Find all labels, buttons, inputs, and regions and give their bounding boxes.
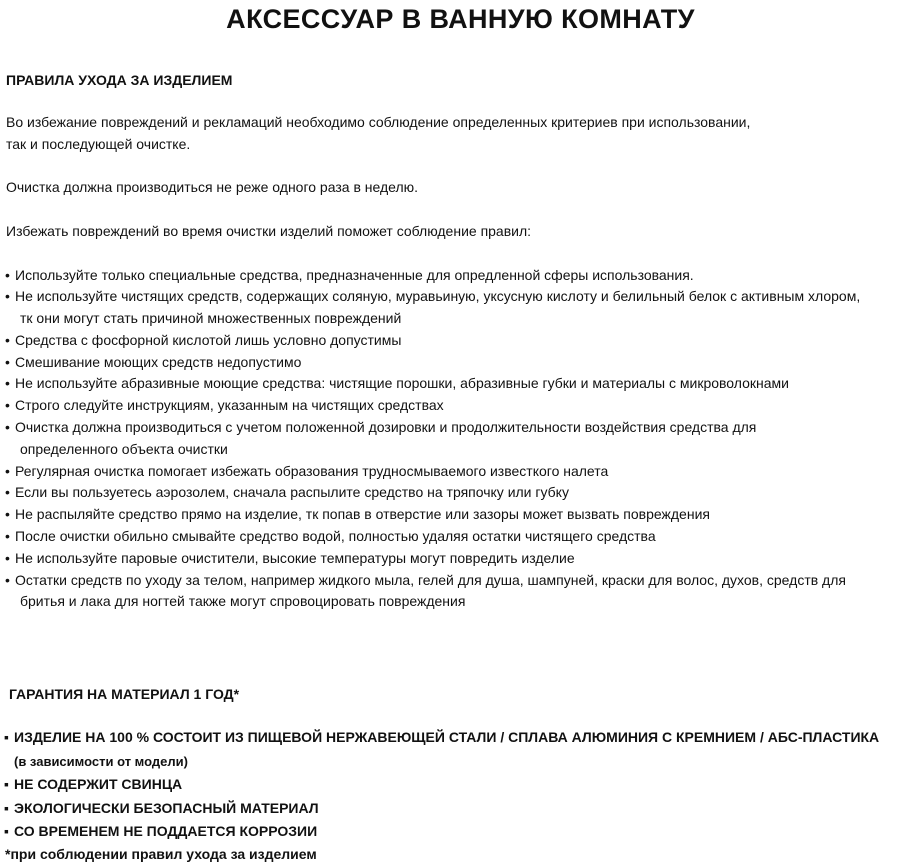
rule-item: • Используйте только специальные средства, предназначенные для опредленной сферы использования. bbox=[6, 265, 860, 287]
rule-item: • Если вы пользуетесь аэрозолем, сначала распылите средство на тряпочку или губку bbox=[6, 482, 860, 504]
care-rules-list bbox=[6, 265, 860, 614]
rule-item: • Строго следуйте инструкциям, указанным на чистящих средствах bbox=[6, 395, 860, 417]
feature-note: (в зависимости от модели) bbox=[14, 753, 188, 769]
feature-item: ▪ ЭКОЛОГИЧЕСКИ БЕЗОПАСНЫЙ МАТЕРИАЛ bbox=[5, 797, 879, 821]
rules-intro-text: Избежать повреждений во время очистки изделий поможет соблюдение правил: bbox=[6, 223, 532, 239]
feature-item: ▪ НЕ СОДЕРЖИТ СВИНЦА bbox=[5, 773, 879, 797]
page-title: АКСЕССУАР В ВАННУЮ КОМНАТУ bbox=[226, 4, 695, 34]
warranty-footnote: *при соблюдении правил ухода за изделием bbox=[5, 846, 317, 862]
rule-item: • Средства с фосфорной кислотой лишь условно допустимы bbox=[6, 330, 860, 352]
rule-item: • Остатки средств по уходу за телом, например жидкого мыла, гелей для душа, шампуней, краски для волос, духов, средств для бритья и лака для ногтей также могут спровоцировать повреждения bbox=[6, 570, 860, 614]
care-rules-heading: ПРАВИЛА УХОДА ЗА ИЗДЕЛИЕМ bbox=[6, 72, 233, 88]
rule-item: • После очистки обильно смывайте средство водой, полностью удаляя остатки чистящего средства bbox=[6, 526, 860, 548]
rule-item: • Не используйте паровые очистители, высокие температуры могут повредить изделие bbox=[6, 548, 860, 570]
cleaning-frequency-text: Очистка должна производиться не реже одного раза в неделю. bbox=[6, 179, 419, 195]
warranty-heading: ГАРАНТИЯ НА МАТЕРИАЛ 1 ГОД* bbox=[9, 686, 240, 702]
warranty-features-list bbox=[5, 726, 879, 844]
rule-item: • Не распыляйте средство прямо на изделие, тк попав в отверстие или зазоры может вызвать повреждения bbox=[6, 504, 860, 526]
feature-item: ▪ ИЗДЕЛИЕ НА 100 % СОСТОИТ ИЗ ПИЩЕВОЙ НЕРЖАВЕЮЩЕЙ СТАЛИ / СПЛАВА АЛЮМИНИЯ С КРЕМНИЕМ / АБС-ПЛАСТИКА (в зависимости от модели) bbox=[5, 726, 879, 773]
feature-item: ▪ СО ВРЕМЕНЕМ НЕ ПОДДАЕТСЯ КОРРОЗИИ bbox=[5, 820, 879, 844]
rule-item: • Не используйте абразивные моющие средства: чистящие порошки, абразивные губки и материалы с микроволокнами bbox=[6, 373, 860, 395]
intro-line: так и последующей очистке. bbox=[6, 135, 191, 152]
intro-line: Во избежание повреждений и рекламаций необходимо соблюдение определенных критериев при использовании, bbox=[6, 114, 751, 130]
rule-item: • Смешивание моющих средств недопустимо bbox=[6, 352, 860, 374]
rule-item: • Не используйте чистящих средств, содержащих соляную, муравьиную, уксусную кислоту и белильный белок с активным хлором, тк они могут стать причиной множественных повреждений bbox=[6, 286, 860, 330]
intro-paragraph bbox=[6, 112, 750, 156]
rule-item: • Очистка должна производиться с учетом положенной дозировки и продолжительности воздействия средства для определенного объекта очистки bbox=[6, 417, 860, 461]
rule-item: • Регулярная очистка помогает избежать образования трудносмываемого известкого налета bbox=[6, 461, 860, 483]
